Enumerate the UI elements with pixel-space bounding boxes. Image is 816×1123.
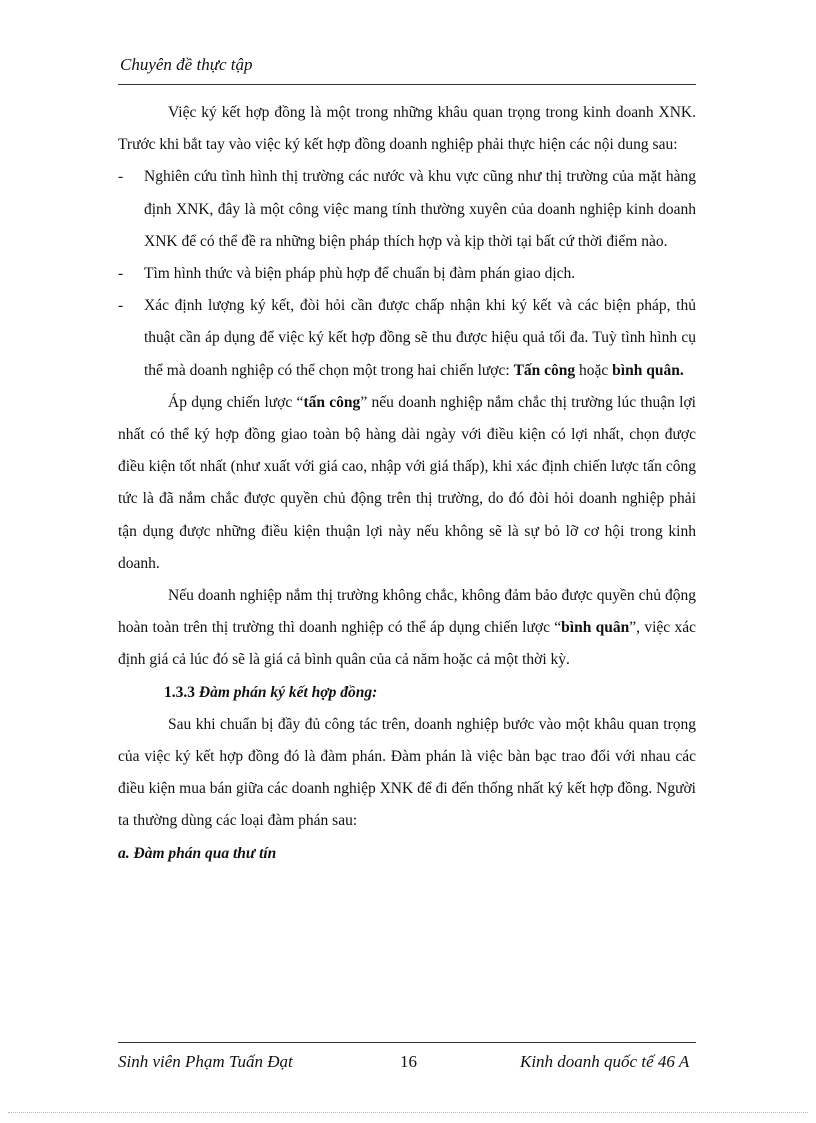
page-edge-divider — [8, 1112, 808, 1113]
average-term: bình quân — [561, 619, 630, 637]
attack-strategy-paragraph — [118, 387, 696, 580]
footer-class: Kinh doanh quốc tế 46 A — [520, 1052, 690, 1071]
attack-prefix: Áp dụng chiến lược “ — [168, 393, 304, 411]
bullet-or: hoặc — [579, 361, 609, 379]
attack-term: tấn công — [303, 393, 361, 411]
bullet-text: Xác định lượng ký kết, đòi hỏi cần được chấp nhận khi ký kết và các biện pháp, thủ thuật cần áp dụng để việc ký kết hợp đồng sẽ thu được hiệu quả tối đa. Tuỳ tình hình cụ thể mà doanh nghiệp có thể chọn một trong hai chiến lược: — [144, 297, 696, 379]
section-paragraph: Sau khi chuẩn bị đầy đủ công tác trên, doanh nghiệp bước vào một khâu quan trọng của việc ký kết hợp đồng đó là đàm phán. Đàm phán là việc bàn bạc trao đổi với nhau các điều kiện mua bán giữa các doanh nghiệp XNK để đi đến thống nhất ký kết hợp đồng. Người ta thường dùng các loại đàm phán sau: — [118, 715, 696, 830]
average-quote: “ — [554, 619, 562, 637]
page-number: 16 — [400, 1052, 417, 1071]
bullet-item — [118, 258, 696, 290]
average-text: Nếu doanh nghiệp nắm thị trường không chắc, không đảm bảo được quyền chủ động hoàn toàn trên thị trường thì doanh nghiệp có thể áp dụng chiến lược — [118, 587, 696, 637]
bullet-text: Nghiên cứu tình hình thị trường các nước và khu vực cũng như thị trường của mặt hàng định XNK, đây là một công việc mang tính thường xuyên của doanh nghiệp kinh doanh XNK để có thể đề ra những biện pháp thích hợp và kịp thời tại bất cứ thời điểm nào. — [144, 168, 696, 250]
section-title: Đàm phán ký kết hợp đồng: — [198, 683, 378, 701]
intro-paragraph: Việc ký kết hợp đồng là một trong những khâu quan trọng trong kinh doanh XNK. Trước khi bắt tay vào việc ký kết hợp đồng doanh nghiệp phải thực hiện các nội dung sau: — [118, 104, 696, 154]
average-rest: ”, việc xác định giá cả lúc đó sẽ là giá cả bình quân của cả năm hoặc cả một thời kỳ. — [118, 619, 696, 669]
bullet-text: Tìm hình thức và biện pháp phù hợp để chuẩn bị đàm phán giao dịch. — [144, 265, 576, 283]
bullet-dash: - — [118, 297, 124, 315]
section-heading — [118, 677, 696, 709]
bullet-dash: - — [118, 265, 124, 283]
subheading: a. Đàm phán qua thư tín — [118, 844, 277, 862]
strategy-attack: Tấn công — [513, 361, 576, 379]
document-body — [118, 97, 696, 870]
bullet-dash: - — [118, 168, 124, 186]
bullet-item — [118, 161, 696, 258]
page-header-title: Chuyên đề thực tập — [120, 55, 253, 74]
section-number: 1.3.3 — [164, 683, 195, 701]
attack-text: ” nếu doanh nghiệp nắm chắc thị trường lúc thuận lợi nhất có thể ký hợp đồng giao toàn bộ hàng dài ngày với điều kiện có lợi nhất, chọn được điều kiện tốt nhất (như xuất với giá cao, nhập với giá thấp), khi xác định chiến lược tấn công tức là đã nắm chắc được quyền chủ động trên thị trường, do đó đòi hỏi doanh nghiệp phải tận dụng được những điều kiện thuận lợi này nếu không sẽ là sự bỏ lỡ cơ hội trong kinh doanh. — [118, 393, 696, 572]
bullet-item — [118, 290, 696, 387]
average-strategy-paragraph — [118, 580, 696, 677]
header-divider — [118, 84, 696, 85]
strategy-average: bình quân. — [612, 361, 684, 379]
footer-student: Sinh viên Phạm Tuấn Đạt — [118, 1052, 293, 1071]
footer-divider — [118, 1042, 696, 1043]
